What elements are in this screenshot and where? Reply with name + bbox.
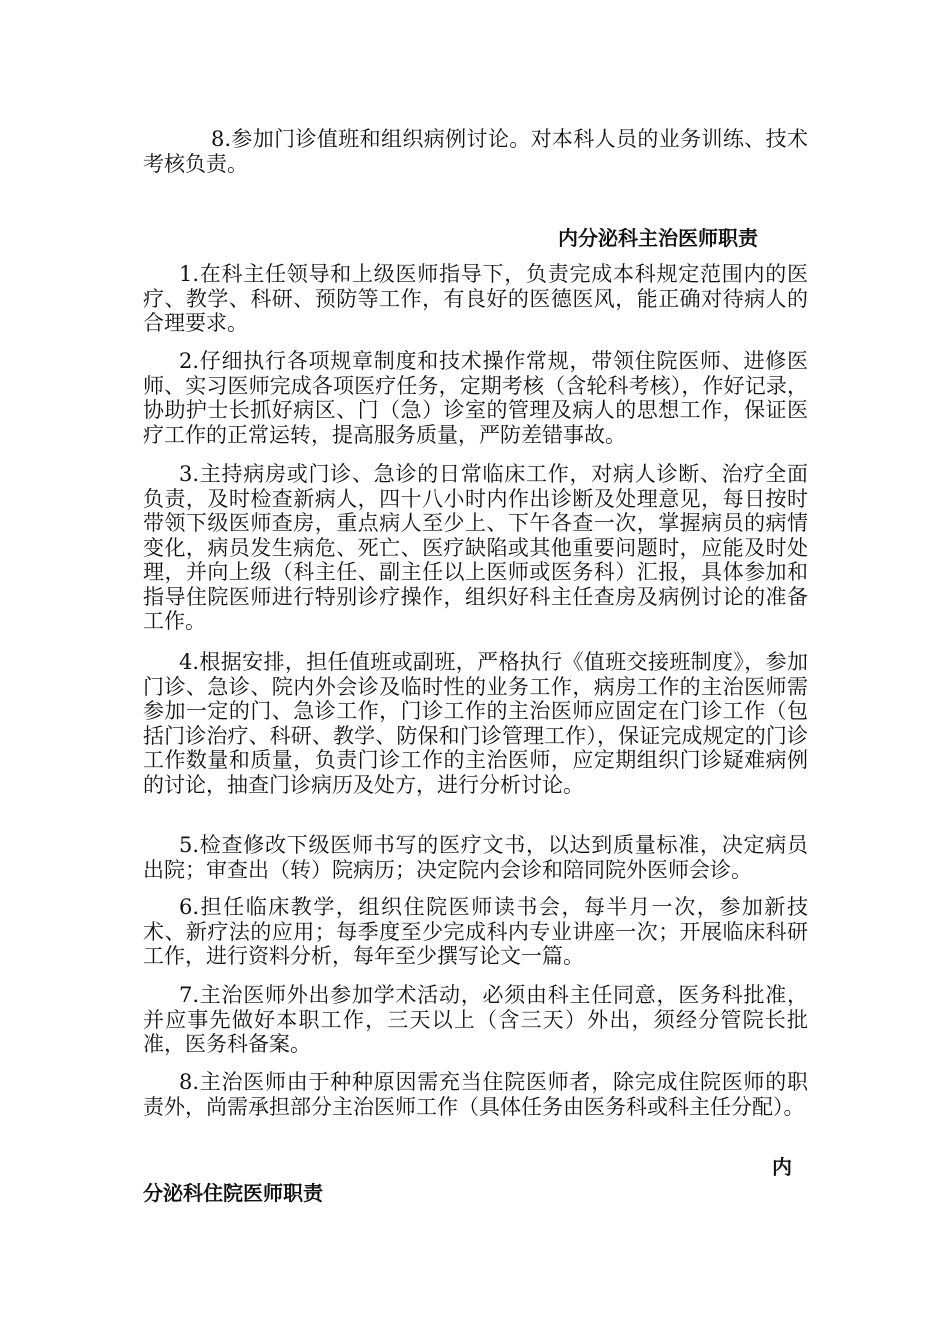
paragraph-6: 6.担任临床教学，组织住院医师读书会，每半月一次，参加新技术、新疗法的应用；每季度至少完成科内专业讲座一次；开展临床科研工作，进行资料分析，每年至少撰写论文一篇。	[143, 895, 808, 968]
section-title-resident-part2: 分泌科住院医师职责	[143, 1181, 323, 1205]
paragraph-3: 3.主持病房或门诊、急诊的日常临床工作，对病人诊断、治疗全面负责，及时检查新病人，四十八小时内作出诊断及处理意见，每日按时带领下级医师查房，重点病人至少上、下午各查一次，掌握病员的病情变化，病员发生病危、死亡、医疗缺陷或其他重要问题时，应能及时处理，并向上级（科主任、副主任以上医师或医务科）汇报，具体参加和指导住院医师进行特别诊疗操作，组织好科主任查房及病例讨论的准备工作。	[143, 462, 808, 633]
section-title-resident-part1: 内	[772, 1155, 792, 1179]
paragraph-1: 1.在科主任领导和上级医师指导下，负责完成本科规定范围内的医疗、教学、科研、预防等工作，有良好的医德医风，能正确对待病人的合理要求。	[143, 262, 808, 335]
paragraph-8: 8.主治医师由于种种原因需充当住院医师者，除完成住院医师的职责外，尚需承担部分主治医师工作（具体任务由医务科或科主任分配）。	[143, 1070, 808, 1119]
paragraph-7: 7.主治医师外出参加学术活动，必须由科主任同意，医务科批准，并应事先做好本职工作，三天以上（含三天）外出，须经分管院长批准，医务科备案。	[143, 983, 808, 1056]
paragraph-2: 2.仔细执行各项规章制度和技术操作常规，带领住院医师、进修医师、实习医师完成各项医疗任务，定期考核（含轮科考核），作好记录，协助护士长抓好病区、门（急）诊室的管理及病人的思想工作，保证医疗工作的正常运转，提高服务质量，严防差错事故。	[143, 349, 808, 447]
paragraph-5: 5.检查修改下级医师书写的医疗文书，以达到质量标准，决定病员出院；审查出（转）院病历；决定院内会诊和陪同院外医师会诊。	[143, 833, 808, 882]
paragraph-4: 4.根据安排，担任值班或副班，严格执行《值班交接班制度》，参加门诊、急诊、院内外会诊及临时性的业务工作，病房工作的主治医师需参加一定的门、急诊工作，门诊工作的主治医师应固定在门诊工作（包括门诊治疗、科研、教学、防保和门诊管理工作），保证完成规定的门诊工作数量和质量，负责门诊工作的主治医师，应定期组织门诊疑难病例的讨论，抽查门诊病历及处方，进行分析讨论。	[143, 650, 808, 797]
section-title-attending-physician: 内分泌科主治医师职责	[558, 226, 758, 250]
intro-paragraph: 8.参加门诊值班和组织病例讨论。对本科人员的业务训练、技术考核负责。	[143, 127, 808, 176]
